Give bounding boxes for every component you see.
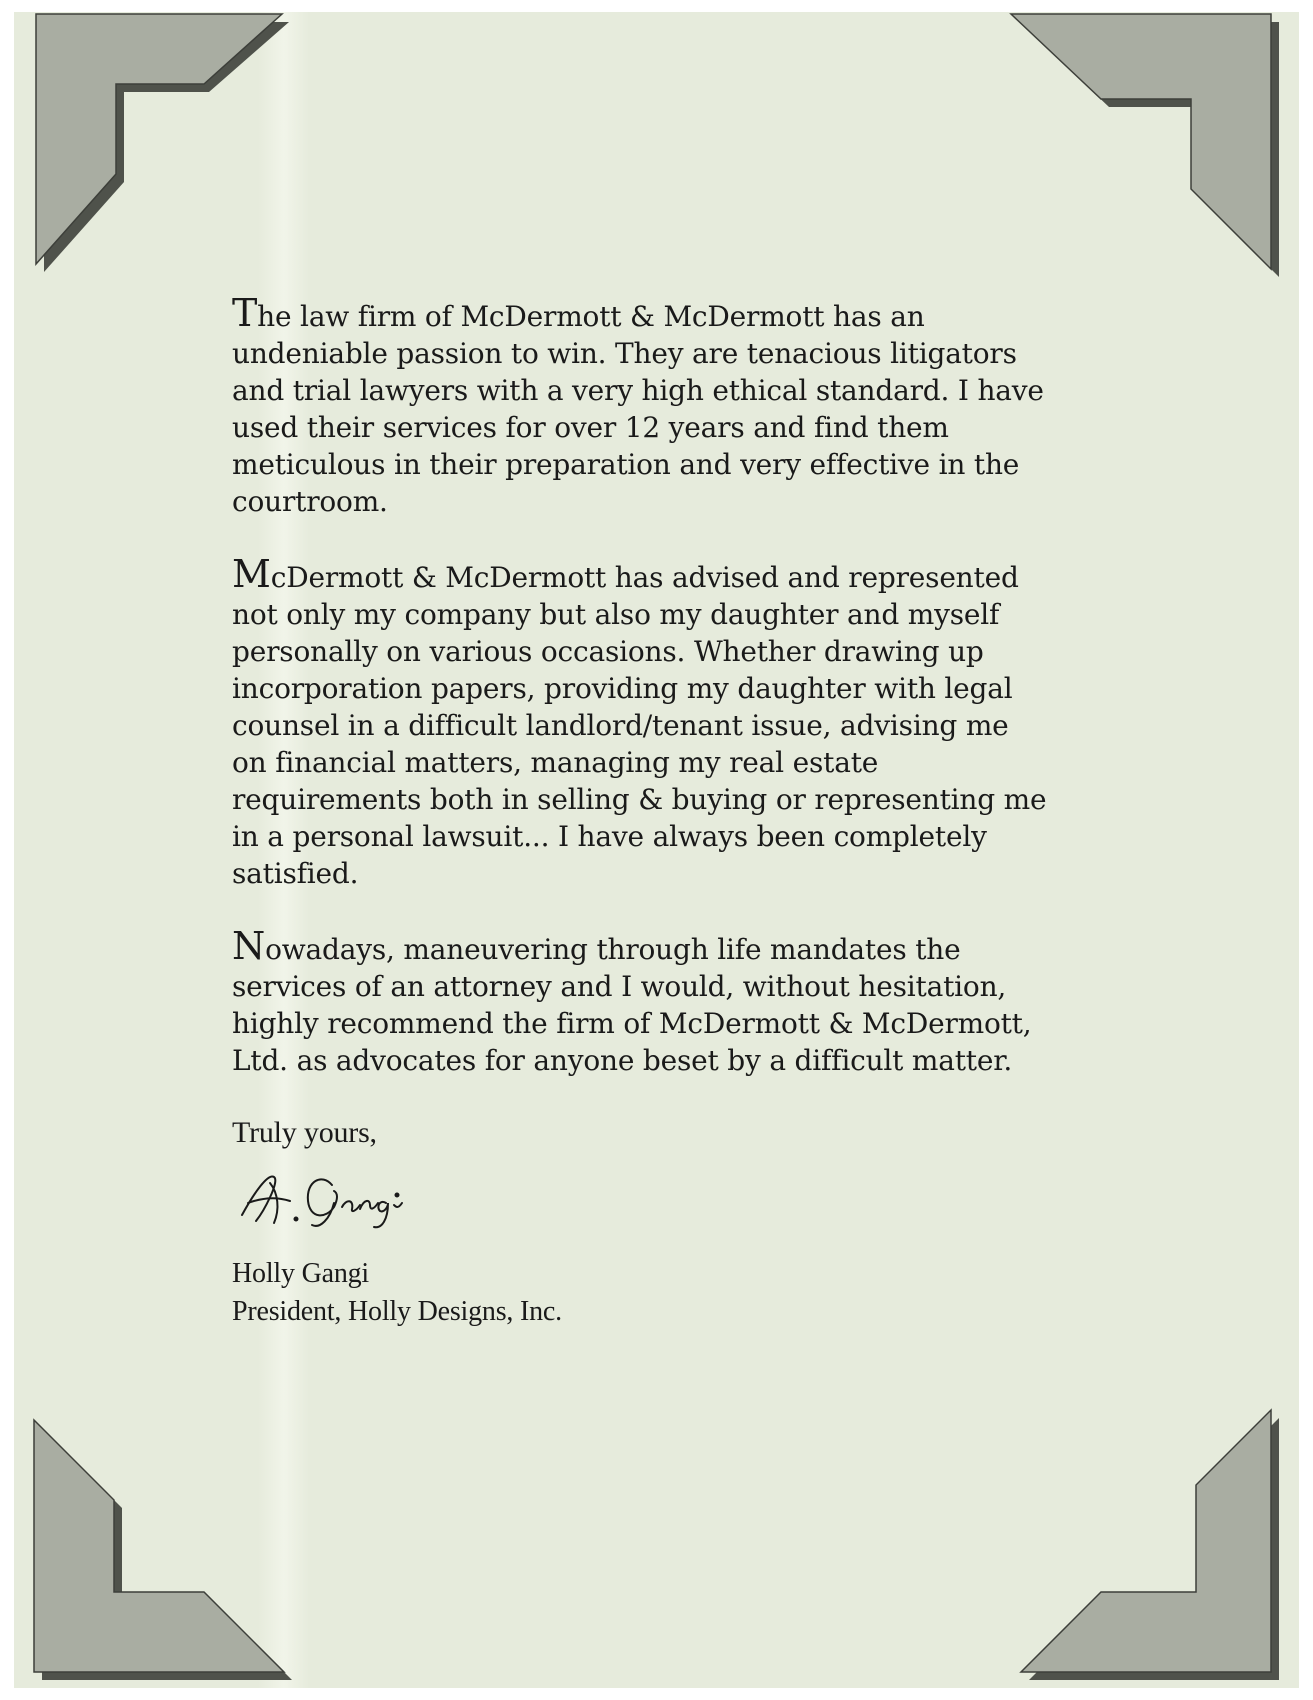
closing-salutation: Truly yours, [232,1116,377,1149]
paragraph-2: McDermott & McDermott has advised and represented not only my company but also my daughter and myself personally on various occasions. Whether drawing up incorporation papers, providing my daughter with legal counsel in a difficult landlord/tenant issue, advising me on financial matters, managing my real estate requirements both in selling & buying or representing me in a personal lawsuit... I have always been completely satisfied. [232,552,1047,890]
letter-page [14,12,1299,1688]
signer-title: President, Holly Designs, Inc. [232,1296,562,1327]
photo-corner-bottom-left [14,1388,314,1688]
paragraph-1: The law firm of McDermott & McDermott has an undeniable passion to win. They are tenacious litigators and trial lawyers with a very high ethical standard. I have used their services for over 12 years and find them meticulous in their preparation and very effective in the courtroom. [232,291,1044,518]
photo-corner-top-right [999,12,1299,312]
handwritten-signature [234,1163,424,1233]
letter-body [232,291,1112,1331]
photo-corner-bottom-right [999,1388,1299,1688]
photo-corner-top-left [14,12,314,312]
paragraph-3: Nowadays, maneuvering through life mandates the services of an attorney and I would, without hesitation, highly recommend the firm of McDermott & McDermott, Ltd. as advocates for anyone beset by a difficult matter. [232,924,1032,1077]
signer-name: Holly Gangi [232,1258,370,1289]
